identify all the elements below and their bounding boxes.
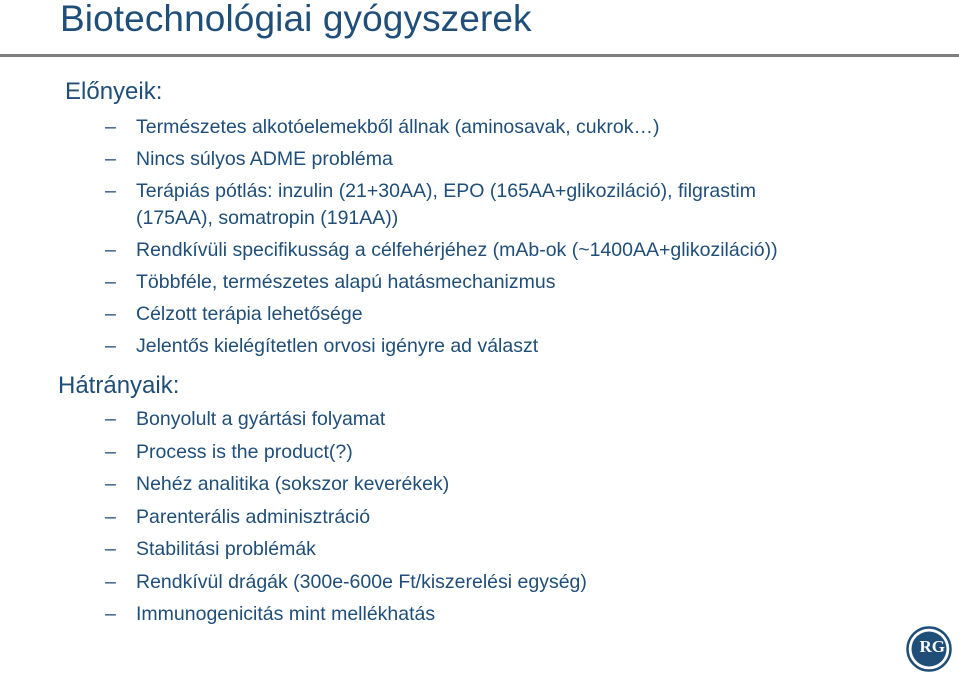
dash-bullet-icon: – xyxy=(105,570,116,593)
list-item xyxy=(0,471,587,498)
list-item-text: Többféle, természetes alapú hatásmechanizmus xyxy=(136,271,556,293)
disadvantages-list xyxy=(0,406,587,634)
list-item-text: Természetes alkotóelemekből állnak (aminosavak, cukrok…) xyxy=(136,116,660,138)
list-item-text: Immunogenicitás mint mellékhatás xyxy=(136,603,436,625)
title-divider xyxy=(0,54,959,57)
logo-letter-r: RG xyxy=(919,637,945,656)
dash-bullet-icon: – xyxy=(105,408,116,430)
list-item xyxy=(0,569,587,596)
dash-bullet-icon: – xyxy=(105,116,116,138)
disadvantages-heading: Hátrányaik: xyxy=(58,372,180,399)
slide-title: Biotechnológiai gyógyszerek xyxy=(60,0,532,39)
list-item-text-continuation: (175AA), somatropin (191AA)) xyxy=(136,207,399,229)
rg-logo-icon xyxy=(906,626,952,672)
list-item xyxy=(0,504,587,531)
list-item-text: Rendkívüli specifikusság a célfehérjéhez (mAb-ok (~1400AA+glikoziláció)) xyxy=(136,239,778,261)
dash-bullet-icon: – xyxy=(105,335,116,357)
list-item xyxy=(0,333,778,360)
list-item xyxy=(0,114,778,141)
list-item xyxy=(0,237,778,264)
dash-bullet-icon: – xyxy=(105,148,116,170)
list-item xyxy=(0,178,778,232)
list-item-text: Célzott terápia lehetősége xyxy=(136,303,363,325)
list-item-text: Nehéz analitika (sokszor keverékek) xyxy=(136,473,450,495)
list-item-text: Parenterális adminisztráció xyxy=(136,505,371,528)
list-item xyxy=(0,406,587,433)
dash-bullet-icon: – xyxy=(105,538,116,560)
list-item-text: Rendkívül drágák (300e-600e Ft/kiszerelési egység) xyxy=(136,570,587,593)
dash-bullet-icon: – xyxy=(105,505,116,528)
dash-bullet-icon: – xyxy=(105,303,116,325)
list-item-text: Stabilitási problémák xyxy=(136,538,316,560)
list-item-text: Jelentős kielégítetlen orvosi igényre ad választ xyxy=(136,335,539,357)
dash-bullet-icon: – xyxy=(105,603,116,625)
list-item xyxy=(0,269,778,296)
dash-bullet-icon: – xyxy=(105,271,116,293)
dash-bullet-icon: – xyxy=(105,440,116,463)
list-item xyxy=(0,536,587,563)
list-item xyxy=(0,601,587,628)
dash-bullet-icon: – xyxy=(105,239,116,261)
list-item xyxy=(0,439,587,466)
list-item xyxy=(0,301,778,328)
list-item-text: Process is the product(?) xyxy=(136,440,353,463)
list-item-text: Bonyolult a gyártási folyamat xyxy=(136,408,386,430)
list-item xyxy=(0,146,778,173)
list-item-text: Nincs súlyos ADME probléma xyxy=(136,148,393,170)
dash-bullet-icon: – xyxy=(105,180,116,202)
dash-bullet-icon: – xyxy=(105,473,116,495)
advantages-heading: Előnyeik: xyxy=(65,78,163,105)
list-item-text: Terápiás pótlás: inzulin (21+30AA), EPO (165AA+glikoziláció), filgrastim xyxy=(136,180,756,202)
advantages-list xyxy=(0,114,778,365)
